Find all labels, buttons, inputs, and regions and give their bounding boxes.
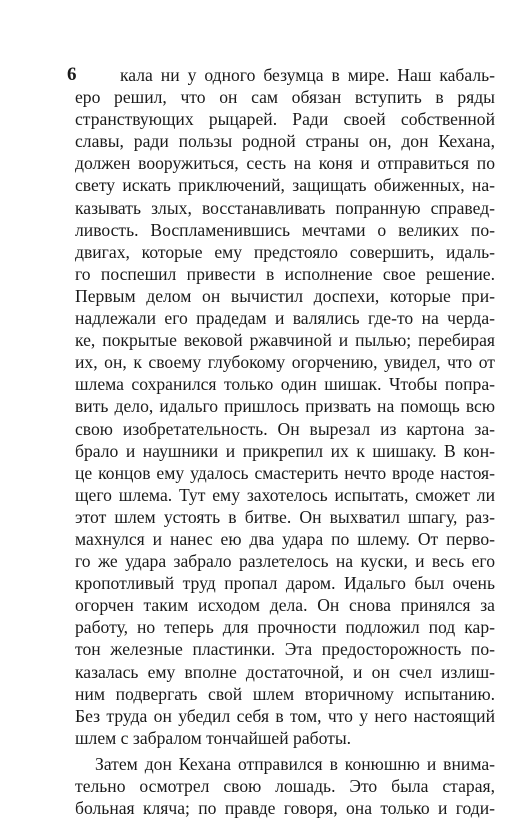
- paragraph-1: [75, 64, 495, 749]
- text-line: брало и наушники и прикрепил их к шишаку. В кон-: [75, 440, 495, 461]
- text-line: больная кляча; по правде говоря, она только и годи-: [75, 798, 495, 819]
- text-line: работу, но теперь для прочности подложил под кар-: [75, 617, 495, 638]
- text-line: шлема сохранился только один шишак. Чтобы попра-: [75, 374, 495, 395]
- text-line: надлежали его прадедам и валялись где-то на черда-: [75, 308, 495, 329]
- text-line: должен вооружиться, сесть на коня и отправиться по: [75, 153, 495, 174]
- text-line: го же удара забрало разлетелось на куски, и весь его: [75, 551, 495, 572]
- text-line: свою изобретательность. Он вырезал из картона за-: [75, 418, 495, 439]
- paragraph-2: [75, 753, 495, 819]
- text-line: Без труда он убедил себя в том, что у него настоящий: [75, 705, 495, 726]
- text-line: ливость. Воспламенившись мечтами о великих по-: [75, 219, 495, 240]
- text-line: странствующих рыцарей. Ради своей собственной: [75, 109, 495, 130]
- text-line: ке, покрытые вековой ржавчиной и пылью; перебирая: [75, 330, 495, 351]
- text-line: щего шлема. Тут ему захотелось испытать, сможет ли: [75, 484, 495, 505]
- text-line: шлем с забралом тончайшей работы.: [75, 727, 352, 748]
- text-line: свету искать приключений, защищать обиженных, на-: [75, 175, 495, 196]
- text-line: огорчен таким исходом дела. Он снова принялся за: [75, 595, 495, 616]
- text-line: двигах, которые ему предстояло совершить, идаль-: [75, 241, 495, 262]
- text-line: тельно осмотрел свою лошадь. Это была старая,: [75, 776, 495, 796]
- text-line: це концов ему удалось смастерить нечто вроде настоя-: [75, 462, 495, 483]
- text-line: кала ни у одного безумца в мире. Наш кабаль-: [120, 65, 495, 85]
- text-line: Первым делом он вычистил доспехи, которые при-: [75, 285, 495, 306]
- text-line: славы, ради пользы родной страны он, дон Кехана,: [75, 131, 495, 152]
- text-line: еро решил, что он сам обязан вступить в ряды: [75, 87, 495, 108]
- text-line: го поспешил привести в исполнение свое решение.: [75, 263, 495, 284]
- text-line: казалась ему вполне достаточной, и он счел излиш-: [75, 661, 495, 682]
- text-line: тон железные пластинки. Эта предосторожность по-: [75, 639, 495, 660]
- text-line: их, он, к своему глубокому огорчению, увидел, что от: [75, 352, 495, 373]
- text-line: махнулся и нанес ею два удара по шлему. От перво-: [75, 528, 495, 549]
- text-line: этот шлем устоять в битве. Он выхватил шпагу, раз-: [75, 506, 495, 527]
- text-line: вить дело, идальго пришлось призвать на помощь всю: [75, 396, 495, 417]
- text-line: ним подвергать свой шлем вторичному испытанию.: [75, 683, 495, 704]
- page-number: 6: [67, 64, 77, 85]
- body-text: [75, 64, 495, 819]
- text-line: казывать злых, восстанавливать попранную справед-: [75, 197, 495, 218]
- text-line: кропотливый труд пропал даром. Идальго был очень: [75, 573, 495, 594]
- text-line: Затем дон Кехана отправился в конюшню и внима-: [95, 753, 495, 774]
